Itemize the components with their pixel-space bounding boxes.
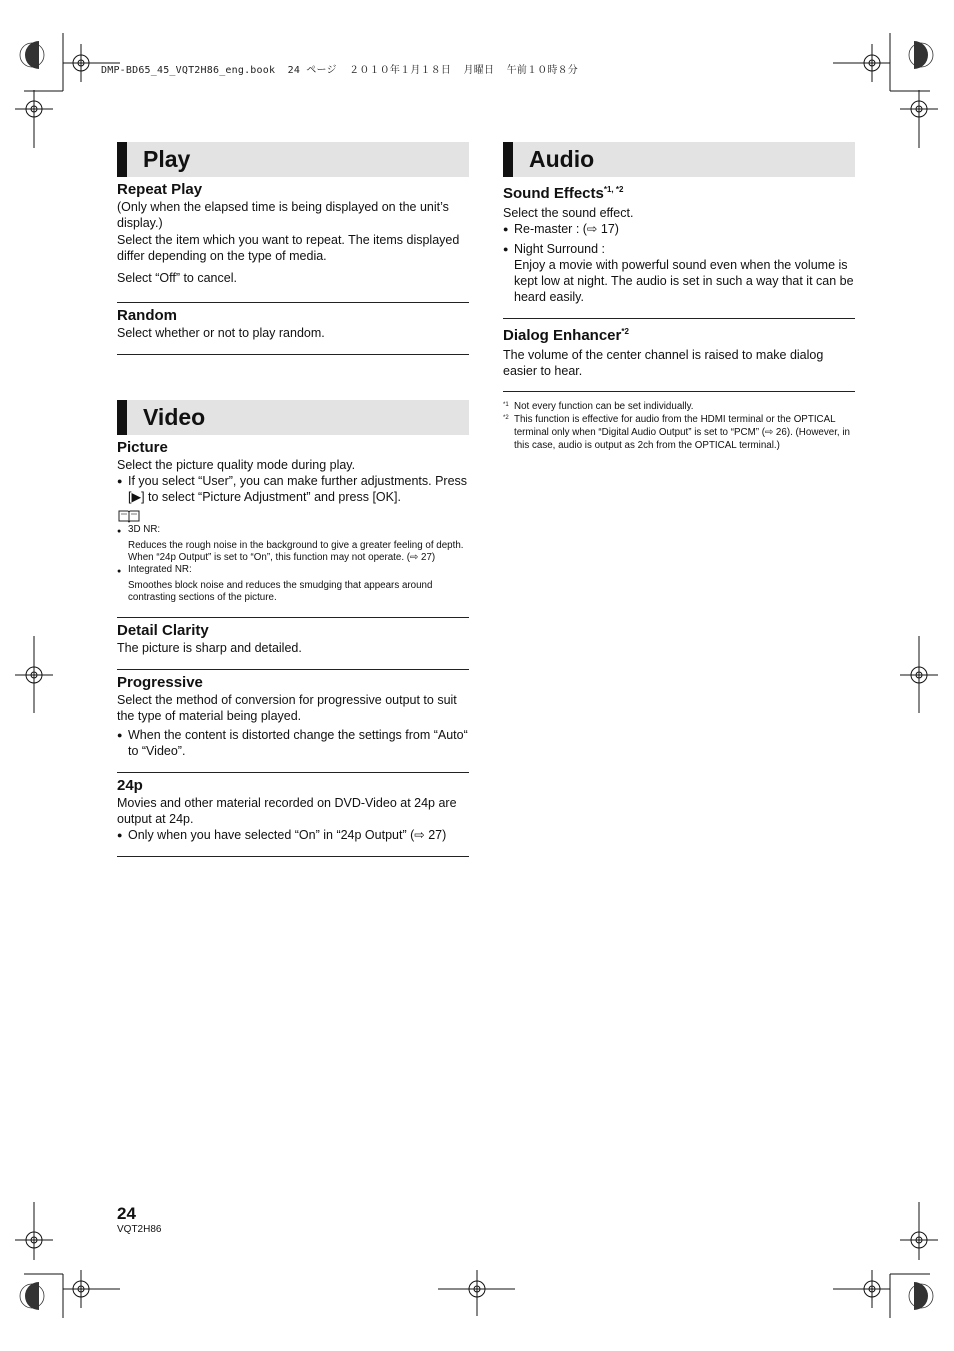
- sound-effects-bullet-remaster: ● Re-master : (⇨ 17): [503, 222, 619, 237]
- item-title-sound-effects: Sound Effects$^{*1, *2}$: [503, 185, 624, 202]
- item-title-progressive: Progressive: [117, 673, 203, 691]
- item-title-24p: 24p: [117, 776, 143, 794]
- page-number: 24: [117, 1204, 136, 1223]
- document-code: VQT2H86: [117, 1224, 162, 1235]
- item-title-picture: Picture: [117, 438, 168, 456]
- item-title-repeat-play: Repeat Play: [117, 181, 203, 198]
- print-header: DMP-BD65_45_VQT2H86_eng.book 24 ページ ２０１０年１月１８日 月曜日 午前１０時８分: [101, 65, 578, 76]
- detail-clarity-text: The picture is sharp and detailed.: [117, 641, 302, 656]
- book-icon: [118, 509, 140, 523]
- item-repeat-play: [117, 177, 469, 303]
- dialog-enhancer-text: The volume of the center channel is raised to make dialog easier to hear.: [503, 347, 824, 379]
- item-random: [117, 303, 469, 354]
- item-title-detail-clarity: Detail Clarity: [117, 622, 209, 640]
- sound-effects-bullet-night-surround: ● Night Surround :: [503, 241, 606, 256]
- 24p-text: Movies and other material recorded on DVD-Video at 24p are output at 24p.: [117, 795, 457, 827]
- progressive-text: Select the method of conversion for progressive output to suit the type of material being played.: [117, 692, 457, 723]
- 24p-bullet: ● Only when you have selected “On” in “24p Output” (⇨ 27): [117, 828, 447, 843]
- night-surround-desc: Enjoy a movie with powerful sound even when the volume is kept low at night. The audio is set in such a way that it can be heard easily.: [514, 257, 854, 305]
- picture-bullet: ● If you select “User”, you can make further adjustments. Press [▶] to select “Picture Adjustment” and press [OK].: [117, 474, 468, 505]
- progressive-bullet: ● When the content is distorted change the settings from “Auto“ to “Video”.: [117, 728, 468, 759]
- item-24p: [117, 773, 469, 857]
- section-title-audio: Audio: [503, 142, 855, 177]
- footnotes: [503, 392, 855, 452]
- sound-effects-text: Select the sound effect.: [503, 206, 634, 220]
- picture-text: Select the picture quality mode during play.: [117, 457, 356, 472]
- left-column: [117, 142, 469, 857]
- footnote-1: *1 Not every function can be set individually.: [503, 401, 694, 413]
- item-detail-clarity: [117, 618, 469, 669]
- repeat-play-text-3: Select “Off” to cancel.: [117, 271, 237, 286]
- footnote-2: *2 This function is effective for audio from the HDMI terminal or the OPTICAL terminal only when “Digital Audio Output” is set to “PCM” (⇨ 26). (However, in this case, audio is output as 2ch from the OPTICAL terminal.): [503, 414, 850, 452]
- item-dialog-enhancer: [503, 319, 855, 393]
- section-title-play: Play: [117, 142, 469, 177]
- note-integrated-nr-desc: Smoothes block noise and reduces the smudging that appears around contrasting sections of the picture.: [128, 580, 433, 604]
- repeat-play-text-2: Select the item which you want to repeat. The items displayed differ depending on the type of media.: [117, 232, 460, 263]
- note-3d-nr-desc: Reduces the rough noise in the background to give a greater feeling of depth.: [128, 539, 464, 551]
- random-text: Select whether or not to play random.: [117, 326, 325, 341]
- item-title-random: Random: [117, 307, 177, 325]
- bullet-dot: ●: [117, 476, 123, 487]
- section-title-video: Video: [117, 400, 469, 435]
- note-integrated-nr: ● Integrated NR:: [117, 563, 192, 575]
- right-column: [503, 142, 855, 452]
- item-title-dialog-enhancer: Dialog Enhancer$^{*2}$: [503, 326, 629, 344]
- item-progressive: [117, 670, 469, 773]
- note-3d-nr: ● 3D NR:: [117, 523, 161, 535]
- repeat-play-text-1: (Only when the elapsed time is being displayed on the unit’s display.): [117, 200, 449, 231]
- item-picture: [117, 435, 469, 618]
- note-3d-nr-warning: When “24p Output” is set to “On”, this function may not operate. (⇨ 27): [128, 551, 436, 563]
- item-sound-effects: [503, 177, 855, 319]
- footnote-ref: *2: [621, 326, 629, 336]
- footnote-ref: *1, *2: [603, 185, 624, 194]
